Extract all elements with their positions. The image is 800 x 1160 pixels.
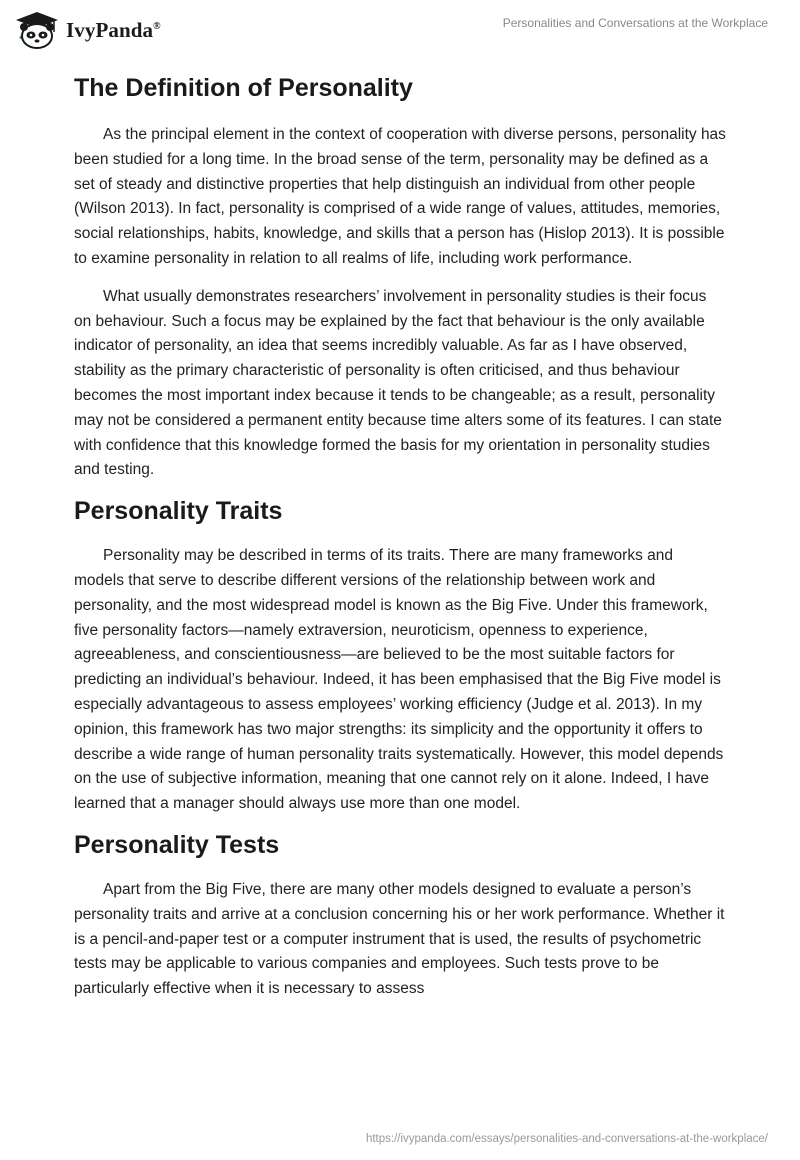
page-header xyxy=(0,0,800,64)
ivypanda-logo[interactable] xyxy=(14,10,161,50)
logo-text xyxy=(66,18,161,43)
section-traits xyxy=(74,496,726,817)
section-heading: The Definition of Personality xyxy=(74,74,413,102)
source-url[interactable]: https://ivypanda.com/essays/personalities-and-conversations-at-the-workplace/ xyxy=(365,1133,768,1145)
paragraph: Personality may be described in terms of its traits. There are many frameworks and models that serve to describe different versions of the relationship between work and personality, and the most widespread model is known as the Big Five. Under this framework, five personality factors—namely extraversion, neuroticism, openness to experience, agreeableness, and conscientiousness—are believed to be the most suitable factors for predicting an individual’s behaviour. Indeed, it has been emphasised that the Big Five model is especially advantageous to assess employees’ working efficiency (Judge et al. 2013). In my opinion, this framework has two major strengths: its simplicity and the opportunity it offers to describe a wide range of human personality traits systematically. However, this model depends on the use of subjective information, meaning that one cannot rely on it alone. Indeed, I have learned that a manager should always use more than one model. xyxy=(74,547,724,813)
document-title: Personalities and Conversations at the Workplace xyxy=(502,16,768,30)
section-heading: Personality Tests xyxy=(74,830,280,859)
essay-content xyxy=(74,68,726,1002)
section-tests xyxy=(74,830,726,1002)
panda-graduation-icon xyxy=(14,10,60,50)
registered-mark: ® xyxy=(153,20,161,32)
paragraph: Apart from the Big Five, there are many other models designed to evaluate a person’s personality traits and arrive at a conclusion concerning his or her work performance. Whether it is a pencil-and-paper test or a computer instrument that is used, the results of psychometric tests may be applicable to various companies and employees. Such tests prove to be particularly effective when it is necessary to assess xyxy=(74,880,725,998)
paragraph: As the principal element in the context of cooperation with diverse persons, personality has been studied for a long time. In the broad sense of the term, personality may be defined as a set of steady and distinctive properties that help distinguish an individual from other people (Wilson 2013). In fact, personality is comprised of a wide range of values, attitudes, memories, social relationships, habits, knowledge, and skills that a person has (Hislop 2013). It is possible to examine personality in relation to all realms of life, including work performance. xyxy=(74,126,726,267)
section-heading: Personality Traits xyxy=(74,497,283,526)
section-definition xyxy=(74,73,726,483)
paragraph: What usually demonstrates researchers’ involvement in personality studies is their focus on behaviour. Such a focus may be explained by the fact that behaviour is the only available indicator of personality, an idea that seems incredibly valuable. As far as I have observed, stability as the primary characteristic of personality is often criticised, and thus behaviour becomes the most important index because it tends to be changeable; as a result, personality may not be considered a permanent entity because time alters some of its features. I can state with confidence that this knowledge formed the basis for my orientation in personality studies and testing. xyxy=(74,287,722,479)
logo-name: IvyPanda xyxy=(66,17,154,42)
